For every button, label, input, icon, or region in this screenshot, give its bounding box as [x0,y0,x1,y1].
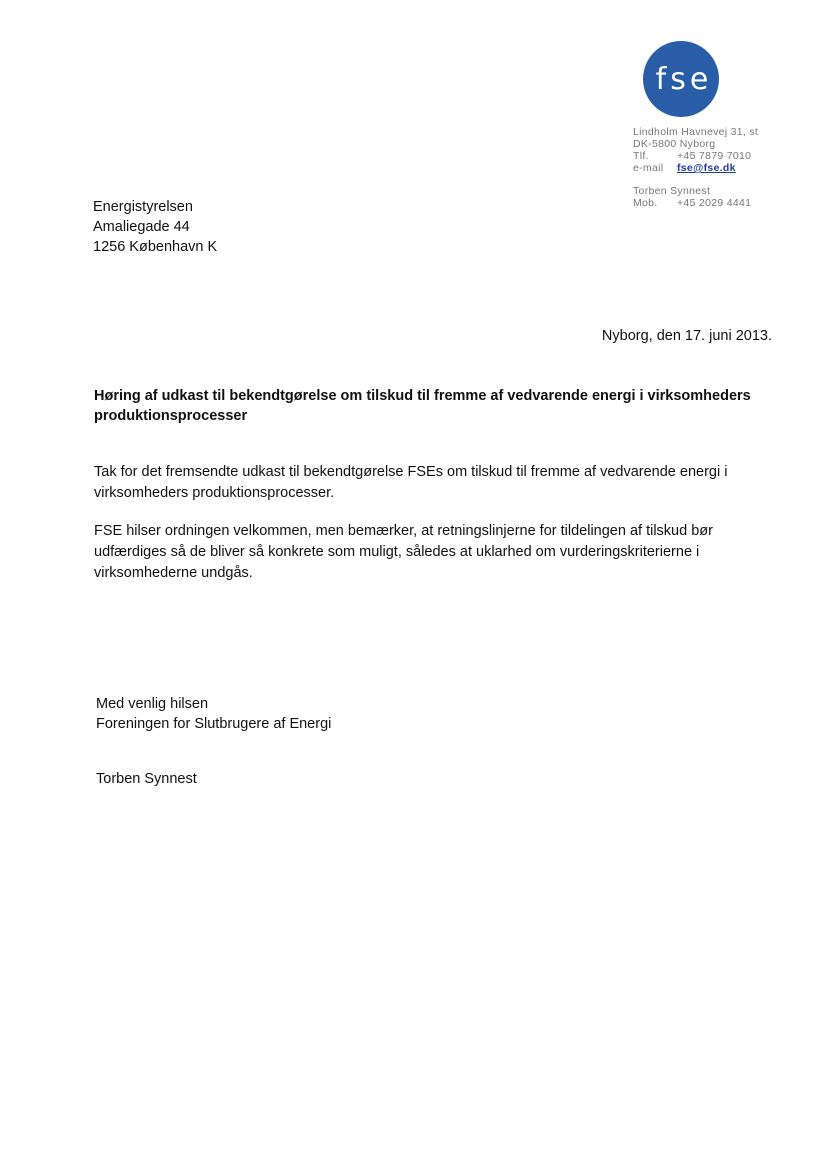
closing-block [96,694,331,734]
subject-heading: Høring af udkast til bekendtgørelse om tilskud til fremme af vedvarende energi i virksomheders produktionsprocesser [94,388,751,424]
phone-number: +45 7879 7010 [677,150,752,162]
sender-email-row [633,162,758,174]
mobile-label: Mob. [633,197,658,209]
email-label: e-mail [633,162,664,174]
closing-organization: Foreningen for Slutbrugere af Energi [96,716,332,732]
recipient-address [93,197,217,257]
recipient-street: Amaliegade 44 [93,219,190,235]
contact-name: Torben Synnest [633,185,711,197]
fse-logo [643,41,719,117]
email-link[interactable]: fse@fse.dk [677,162,736,174]
date-line: Nyborg, den 17. juni 2013. [601,328,772,344]
logo-text: fse [655,61,713,97]
closing-greeting: Med venlig hilsen [96,696,209,712]
phone-label: Tlf. [633,150,649,162]
sender-address-line2: DK-5800 Nyborg [633,138,716,150]
sender-mobile-row [633,197,758,209]
body-paragraph-2: FSE hilser ordningen velkommen, men bemærker, at retningslinjerne for tildelingen af tilskud bør udfærdiges så de bliver så konkrete som muligt, således at uklarhed om vurderingskriterierne i virksomhederne undgås. [94,523,713,581]
recipient-name: Energistyrelsen [93,199,193,215]
sender-phone-row [633,150,758,162]
body-paragraph-1: Tak for det fremsendte udkast til bekendtgørelse FSEs om tilskud til fremme af vedvarende energi i virksomheders produktionsprocesser. [94,464,728,501]
sender-info [633,126,758,209]
sender-address-line1: Lindholm Havnevej 31, st [633,126,759,138]
mobile-number: +45 2029 4441 [677,197,752,209]
recipient-city: 1256 København K [93,239,218,255]
signer-name: Torben Synnest [96,771,197,787]
